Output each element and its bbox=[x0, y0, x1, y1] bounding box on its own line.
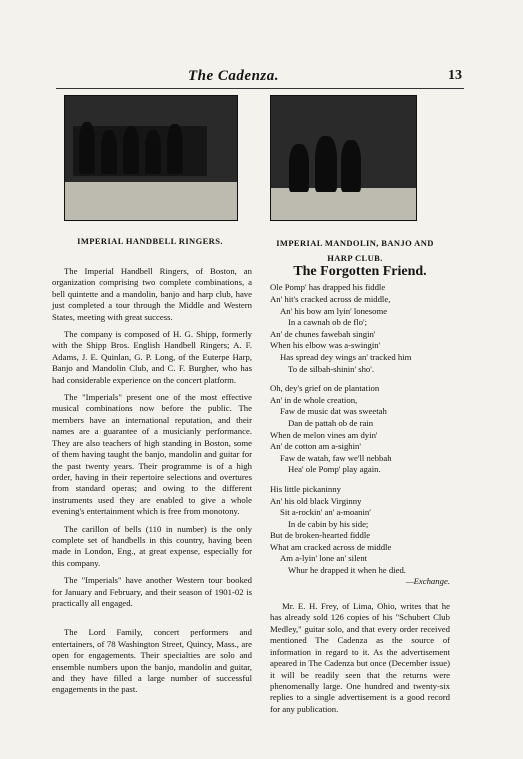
photo-figure bbox=[79, 122, 95, 174]
poem-line: In de cabin by his side; bbox=[288, 518, 369, 529]
page-number: 13 bbox=[448, 68, 462, 83]
running-title: The Cadenza. bbox=[188, 68, 280, 84]
header-rule bbox=[56, 88, 464, 89]
article-paragraph: The "Imperials" present one of the most effective musical combinations now before the public. The members have an international reputation, and their names are a guarantee of a musicianly performance. They are also teachers of high standing in Boston, some of them having taught the banjo, mandolin and guitar for the past twenty years. Their programme is of a high order, having in their repertoire selections and overtures from standard operas; and owing to the different instruments used they are enabled to give a whole evening's entertainment which is free from monotony. bbox=[52, 392, 252, 517]
poem-line: An' de chunes fawebah singin' bbox=[270, 328, 376, 339]
article-paragraph: The company is composed of H. G. Shipp, formerly with the Shipp Bros. English Handbell Ringers; A. F. Adams, J. E. Quinlan, G. P. Long, of the Euterpe Harp, Banjo and Mandolin Club, and C. F. Burgher, who has had considerable experience on the concert platform. bbox=[52, 329, 252, 385]
photo-figure bbox=[145, 130, 161, 174]
poem-line: When de melon vines am dyin' bbox=[270, 429, 378, 440]
poem-stanza bbox=[270, 282, 450, 375]
poem-credit: —Exchange. bbox=[405, 575, 450, 586]
poem-line: When his elbow was a-swingin' bbox=[270, 340, 381, 351]
article-paragraph: The carillon of bells (110 in number) is the only complete set of handbells in this country, having been made in London, Eng., at great expense, especially for this company. bbox=[52, 523, 252, 568]
right-column bbox=[270, 266, 450, 721]
poem-line: Am a-lyin' lone an' silent bbox=[280, 553, 368, 564]
article-paragraph: The Lord Family, concert performers and entertainers, of 78 Washington Street, Quincy, Mass., are open for engagements. Their specialties are solo and ensemble numbers upon the banjo, mandolin and guitar, and they have filled a large number of successful engagements in the past. bbox=[52, 627, 252, 695]
poem-line: Oh, dey's grief on de plantation bbox=[270, 383, 380, 394]
poem-line: Faw de watah, faw we'll nebbah bbox=[280, 452, 392, 463]
frey-note: Mr. E. H. Frey, of Lima, Ohio, writes that he has already sold 126 copies of his "Schubert Club Medley," guitar solo, and that every order received mentioned The Cadenza as the source of information in regard to it. As the advertisement apeared in The Cadenza but once (December issue) it will be readily seen that the returns were phenomenally large. One hundred and twenty-six replies to a single advertisement is a good record for any publication. bbox=[270, 601, 450, 714]
photo-figure bbox=[315, 136, 337, 192]
mandolin-club-photo bbox=[270, 95, 417, 221]
poem-line: An' his old black Virginny bbox=[270, 495, 362, 506]
running-header bbox=[0, 68, 523, 88]
poem-line: What am cracked across de middle bbox=[270, 541, 392, 552]
article-paragraph: The Imperial Handbell Ringers, of Boston, an organization comprising two complete combinations, a bell quintette and a mandolin, banjo and harp club, have just completed a tour through the Middle and Western States, meeting with great success. bbox=[52, 266, 252, 322]
poem-stanza bbox=[270, 484, 450, 577]
poem-line: To de silbah-shinin' sho'. bbox=[288, 363, 375, 374]
poem-line: Whur he drapped it when he died. bbox=[288, 565, 406, 576]
photo-caption: IMPERIAL MANDOLIN, BANJO AND HARP CLUB. bbox=[276, 238, 434, 263]
handbell-ringers-photo bbox=[64, 95, 238, 221]
poem-line: Ole Pomp' has drapped his fiddle bbox=[270, 282, 386, 293]
photo-caption: IMPERIAL HANDBELL RINGERS. bbox=[77, 236, 223, 246]
poem-line: Faw de music dat was sweetah bbox=[280, 406, 387, 417]
poem-line: Sit a-rockin' an' a-moanin' bbox=[280, 507, 371, 518]
poem-title: The Forgotten Friend. bbox=[293, 264, 427, 279]
poem-line: Hea' ole Pomp' play again. bbox=[288, 464, 381, 475]
photo-figure bbox=[167, 124, 183, 174]
photo-figure bbox=[123, 126, 139, 174]
poem-line: Dan de pattah ob de rain bbox=[288, 417, 374, 428]
poem-line: An' hit's cracked across de middle, bbox=[270, 294, 391, 304]
left-column bbox=[52, 266, 252, 702]
photo-floor bbox=[271, 188, 416, 220]
article-paragraph: The "Imperials" have another Western tour booked for January and February, and their season of 1901-02 is practically all engaged. bbox=[52, 575, 252, 608]
photo-figure bbox=[289, 144, 309, 192]
photo-figure bbox=[341, 140, 361, 192]
poem-line: An' his bow am lyin' lonesome bbox=[280, 305, 388, 316]
poem-line: His little pickaninny bbox=[270, 483, 341, 494]
poem-line: An' in de whole creation, bbox=[270, 394, 358, 405]
photo-figure bbox=[101, 130, 117, 174]
poem-line: Has spread dey wings an' tracked him bbox=[280, 351, 412, 362]
poem-line: In a cawnah ob de flo'; bbox=[288, 317, 367, 328]
photo-floor bbox=[65, 182, 237, 220]
poem-line: An' de cotton am a-sighin' bbox=[270, 441, 361, 452]
poem-stanza bbox=[270, 383, 450, 476]
poem-line: But de broken-hearted fiddle bbox=[270, 530, 371, 541]
